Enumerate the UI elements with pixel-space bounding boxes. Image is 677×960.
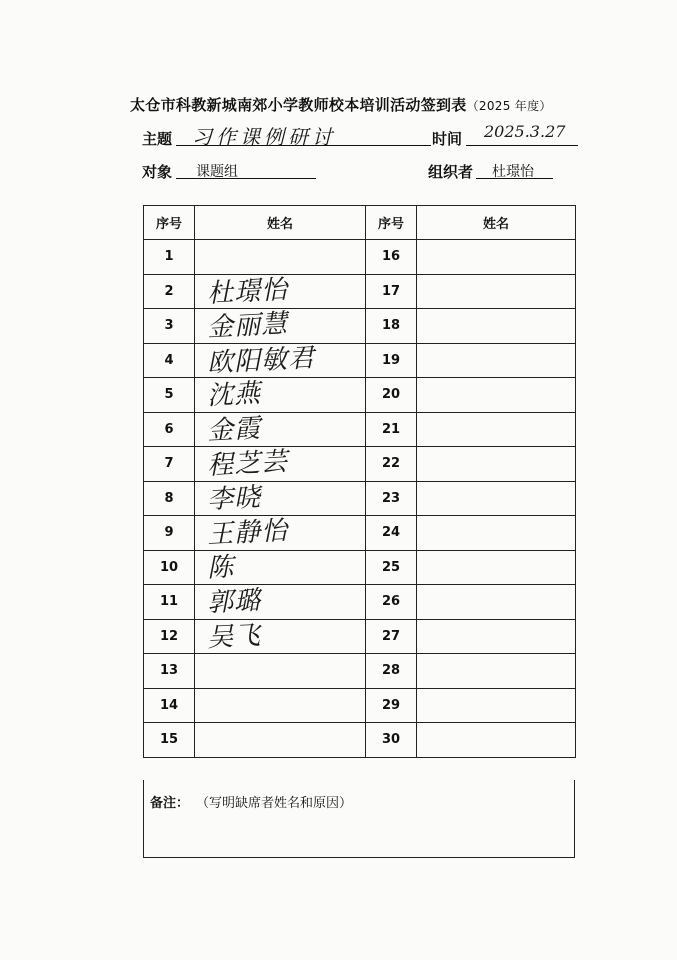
header-no: 序号 xyxy=(144,206,195,240)
table-row xyxy=(144,585,576,620)
signature: 金霞 xyxy=(206,413,262,446)
header-name-2: 姓名 xyxy=(417,206,576,240)
name-cell xyxy=(195,447,366,482)
row-number-2: 21 xyxy=(366,412,417,447)
row-number-2: 22 xyxy=(366,447,417,482)
row-number: 13 xyxy=(144,654,195,689)
name-cell-2 xyxy=(417,654,576,689)
signature: 王静怡 xyxy=(206,515,289,551)
remarks-label: 备注： xyxy=(150,796,190,811)
signature: 金丽慧 xyxy=(206,308,289,344)
row-number-2: 27 xyxy=(366,619,417,654)
name-cell-2 xyxy=(417,240,576,275)
name-cell xyxy=(195,550,366,585)
signature: 杜璟怡 xyxy=(206,274,289,309)
signature: 吴飞 xyxy=(206,620,262,653)
row-number: 11 xyxy=(144,585,195,620)
time-handwritten: 2025.3.27 xyxy=(484,122,566,141)
row-number-2: 23 xyxy=(366,481,417,516)
signature: 李晓 xyxy=(206,482,262,515)
table-row xyxy=(144,412,576,447)
name-cell xyxy=(195,309,366,344)
row-number: 4 xyxy=(144,343,195,378)
row-number: 12 xyxy=(144,619,195,654)
table-row xyxy=(144,723,576,758)
name-cell xyxy=(195,585,366,620)
row-number: 15 xyxy=(144,723,195,758)
topic-handwritten: 习作课例研讨 xyxy=(192,125,336,149)
row-number-2: 29 xyxy=(366,688,417,723)
name-cell-2 xyxy=(417,343,576,378)
name-cell-2 xyxy=(417,378,576,413)
audience-label: 对象 xyxy=(142,163,173,181)
row-number: 14 xyxy=(144,688,195,723)
name-cell-2 xyxy=(417,619,576,654)
row-number-2: 18 xyxy=(366,309,417,344)
table-row xyxy=(144,240,576,275)
row-number-2: 26 xyxy=(366,585,417,620)
table-row xyxy=(144,343,576,378)
table-row xyxy=(144,378,576,413)
header-name: 姓名 xyxy=(195,206,366,240)
row-number: 3 xyxy=(144,309,195,344)
name-cell-2 xyxy=(417,723,576,758)
topic-label: 主题 xyxy=(142,130,173,148)
remarks-box xyxy=(143,780,575,858)
table-row xyxy=(144,550,576,585)
header-no-2: 序号 xyxy=(366,206,417,240)
table-row xyxy=(144,516,576,551)
row-number-2: 28 xyxy=(366,654,417,689)
row-number: 10 xyxy=(144,550,195,585)
name-cell-2 xyxy=(417,274,576,309)
name-cell-2 xyxy=(417,585,576,620)
sign-in-table xyxy=(143,205,576,758)
title-text: 太仓市科教新城南郊小学教师校本培训活动签到表 xyxy=(130,96,467,114)
name-cell-2 xyxy=(417,516,576,551)
signature: 沈燕 xyxy=(206,378,262,412)
row-number: 9 xyxy=(144,516,195,551)
row-number-2: 24 xyxy=(366,516,417,551)
name-cell-2 xyxy=(417,688,576,723)
name-cell xyxy=(195,343,366,378)
row-number: 1 xyxy=(144,240,195,275)
name-cell xyxy=(195,378,366,413)
signature: 郭璐 xyxy=(206,585,262,619)
audience-value: 课题组 xyxy=(196,164,238,180)
name-cell-2 xyxy=(417,309,576,344)
table-header-row xyxy=(144,206,576,240)
organizer-value: 杜璟怡 xyxy=(492,164,534,180)
row-number: 2 xyxy=(144,274,195,309)
signature: 欧阳敏君 xyxy=(206,342,316,379)
name-cell-2 xyxy=(417,447,576,482)
table-row xyxy=(144,688,576,723)
year-note: （2025 年度） xyxy=(466,99,552,113)
row-number: 8 xyxy=(144,481,195,516)
sheet-title xyxy=(130,94,600,115)
name-cell xyxy=(195,688,366,723)
table-row xyxy=(144,309,576,344)
time-label: 时间 xyxy=(432,130,463,148)
table-row xyxy=(144,654,576,689)
organizer-label: 组织者 xyxy=(428,163,474,181)
row-number-2: 16 xyxy=(366,240,417,275)
remarks-note: （写明缺席者姓名和原因） xyxy=(196,796,353,811)
name-cell xyxy=(195,654,366,689)
row-number-2: 17 xyxy=(366,274,417,309)
name-cell xyxy=(195,516,366,551)
row-number: 7 xyxy=(144,447,195,482)
row-number-2: 30 xyxy=(366,723,417,758)
name-cell xyxy=(195,619,366,654)
row-number-2: 19 xyxy=(366,343,417,378)
signature: 程芝芸 xyxy=(206,446,289,482)
name-cell-2 xyxy=(417,481,576,516)
table-row xyxy=(144,274,576,309)
row-number: 5 xyxy=(144,378,195,413)
row-number: 6 xyxy=(144,412,195,447)
signature: 陈 xyxy=(206,551,235,584)
name-cell xyxy=(195,723,366,758)
table-row xyxy=(144,619,576,654)
name-cell-2 xyxy=(417,550,576,585)
name-cell-2 xyxy=(417,412,576,447)
row-number-2: 25 xyxy=(366,550,417,585)
table-row xyxy=(144,447,576,482)
row-number-2: 20 xyxy=(366,378,417,413)
table-row xyxy=(144,481,576,516)
